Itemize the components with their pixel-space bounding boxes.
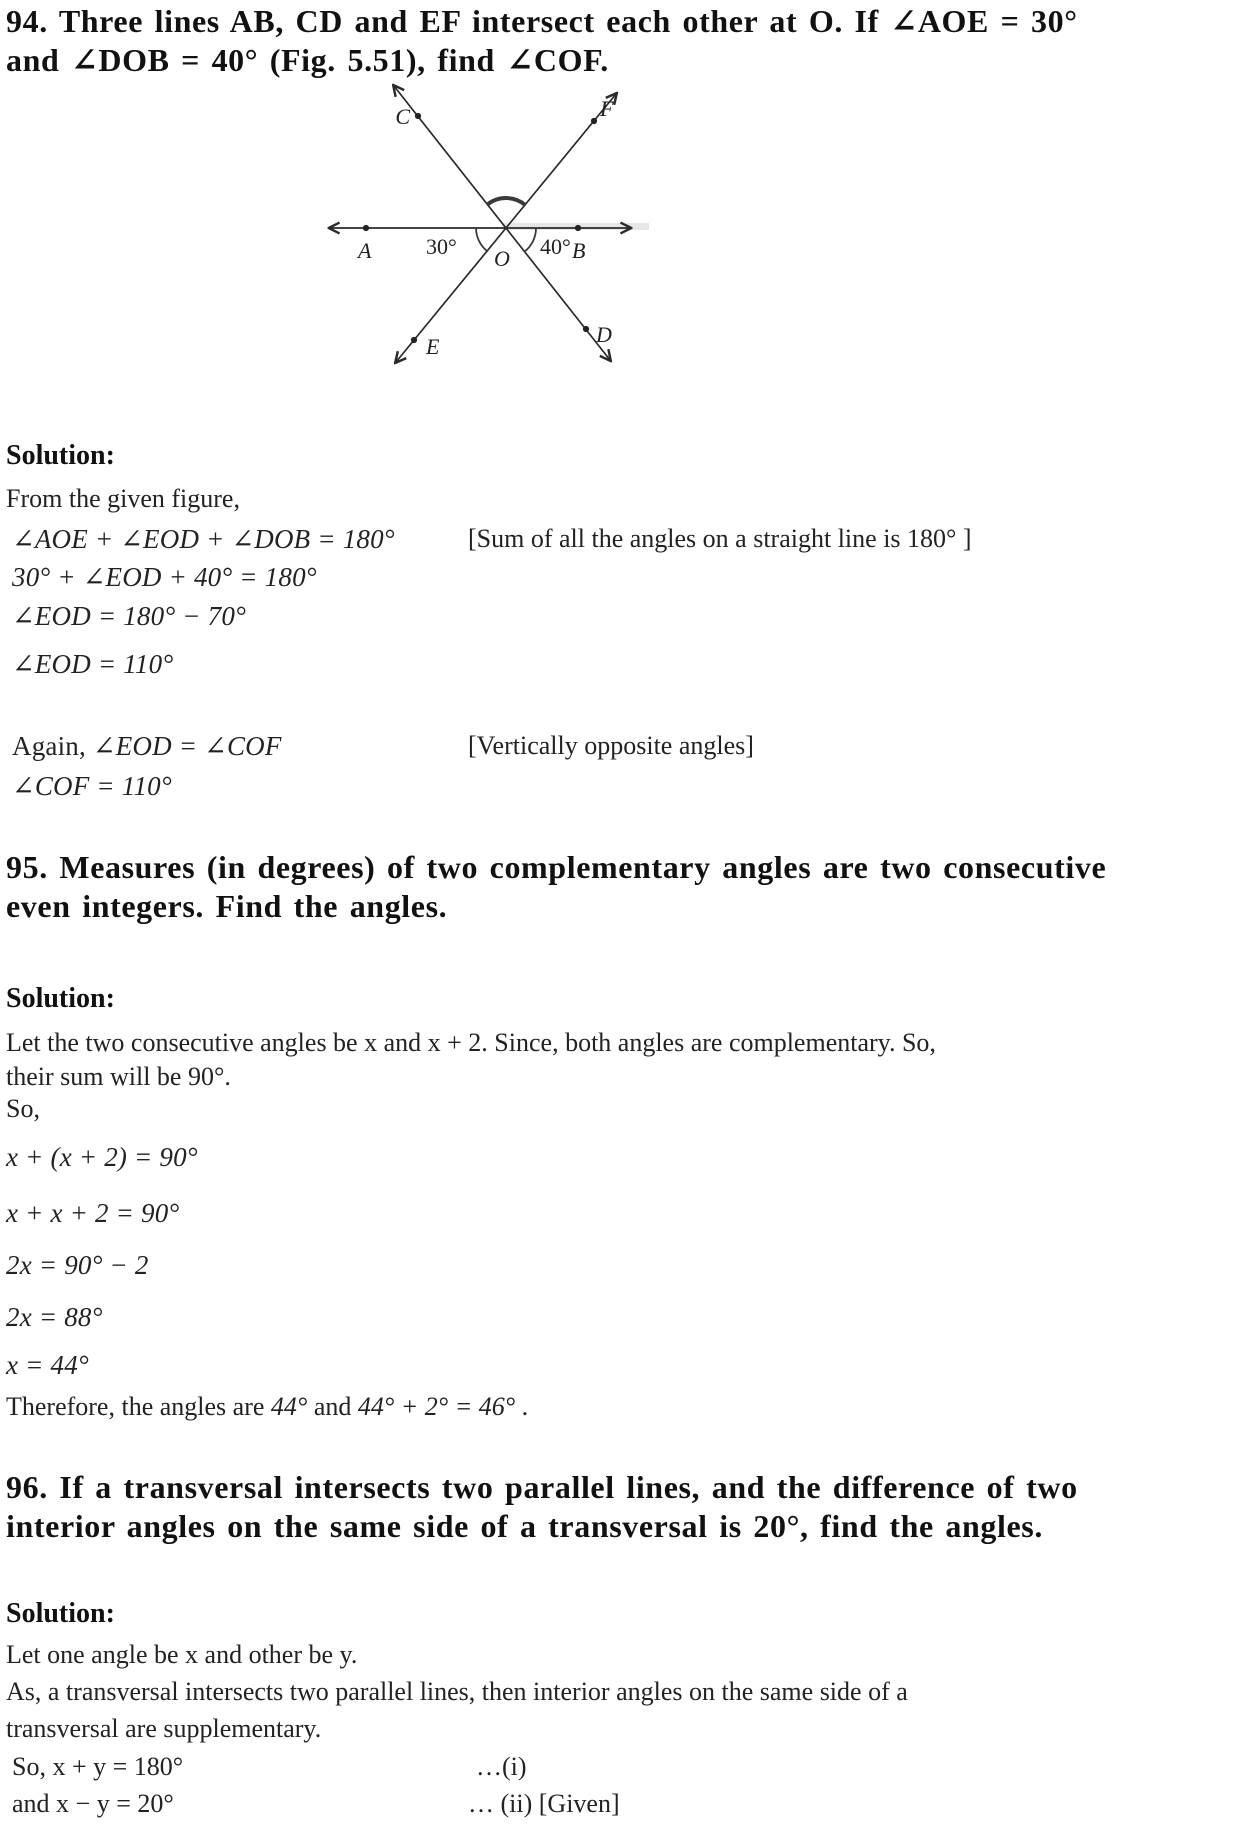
equation-ii-tag: … (ii) [Given] <box>468 1789 620 1818</box>
solution-heading-94: Solution: <box>6 440 115 471</box>
math-expression: ∠COF = 110° <box>12 771 172 801</box>
figure-label-b: B <box>572 238 586 263</box>
math-expression: ∠EOD = 110° <box>12 649 174 679</box>
problem-96-heading-line1: 96. If a transversal intersects two parallel lines, and the difference of two <box>6 1469 1078 1505</box>
figure-label-e: E <box>426 334 440 359</box>
p95-step-1: x + (x + 2) = 90° <box>6 1142 198 1172</box>
solution-heading-96: Solution: <box>6 1598 115 1629</box>
problem-95-heading <box>6 848 1106 926</box>
problem-95-heading-line2: even integers. Find the angles. <box>6 888 448 924</box>
angle-label-40: 40° <box>540 234 571 259</box>
figure-label-c: C <box>395 104 410 129</box>
point-dot-e <box>411 337 417 343</box>
problem-94-heading <box>6 2 1078 80</box>
arc-angle-aoe <box>476 228 487 251</box>
figure-label-a: A <box>358 238 372 263</box>
p95-body-line2: their sum will be 90°. <box>6 1062 231 1091</box>
problem-96-heading-line2: interior angles on the same side of a transversal is 20°, find the angles. <box>6 1508 1043 1544</box>
p94-intro: From the given figure, <box>6 484 240 513</box>
p95-step-2: x + x + 2 = 90° <box>6 1198 180 1228</box>
math-line <box>12 524 395 555</box>
p95-step-4: 2x = 88° <box>6 1302 103 1332</box>
math-expression: ∠EOD = ∠COF <box>92 731 282 761</box>
p96-body-line3: transversal are supplementary. <box>6 1714 322 1743</box>
conclusion-value-2: 44° + 2° = 46° <box>357 1392 516 1421</box>
step-note: [Sum of all the angles on a straight line is 180° ] <box>468 524 972 553</box>
point-dot-f <box>591 118 597 124</box>
equation-i: So, x + y = 180° <box>12 1752 184 1781</box>
math-line <box>12 562 317 593</box>
problem-94-heading-line2: and ∠DOB = 40° (Fig. 5.51), find ∠COF. <box>6 42 609 78</box>
equation-ii: and x − y = 20° <box>12 1789 174 1818</box>
arc-angle-dob <box>525 228 536 252</box>
math-expression: ∠EOD = 180° − 70° <box>12 601 247 631</box>
math-line <box>12 731 282 762</box>
conclusion-and: and <box>307 1392 358 1421</box>
p96-body-line1: Let one angle be x and other be y. <box>6 1640 358 1669</box>
p95-step-3: 2x = 90° − 2 <box>6 1250 149 1280</box>
math-line <box>12 649 173 680</box>
equation-i-tag: …(i) <box>476 1752 527 1781</box>
problem-96-heading <box>6 1468 1078 1546</box>
math-prefix: Again, <box>12 731 93 761</box>
arc-angle-cof <box>487 198 525 205</box>
math-expression: ∠AOE + ∠EOD + ∠DOB = 180° <box>12 524 395 554</box>
p95-body-line3: So, <box>6 1094 40 1123</box>
math-expression: 30° + ∠EOD + 40° = 180° <box>12 562 317 592</box>
problem-94-heading-line1: 94. Three lines AB, CD and EF intersect each other at O. If ∠AOE = 30° <box>6 3 1078 39</box>
conclusion-value-1: 44° <box>270 1392 308 1421</box>
figure-label-o: O <box>494 246 510 271</box>
point-dot-a <box>363 225 369 231</box>
p95-body-line1: Let the two consecutive angles be x and x + 2. Since, both angles are complementary. So, <box>6 1028 936 1057</box>
p95-step-5: x = 44° <box>6 1350 89 1380</box>
figure-label-d: D <box>596 322 612 347</box>
problem-95-heading-line1: 95. Measures (in degrees) of two complementary angles are two consecutive <box>6 849 1107 885</box>
p95-conclusion <box>6 1392 528 1422</box>
p96-body-line2: As, a transversal intersects two parallel lines, then interior angles on the same side of a <box>6 1677 908 1706</box>
conclusion-period: . <box>515 1392 529 1421</box>
step-note: [Vertically opposite angles] <box>468 731 754 760</box>
point-dot-d <box>583 326 589 332</box>
solution-heading-95: Solution: <box>6 983 115 1014</box>
point-dot-c <box>415 113 421 119</box>
angle-label-30: 30° <box>426 234 457 259</box>
point-dot-b <box>575 225 581 231</box>
figure-label-f: F <box>600 96 614 121</box>
figure-5-51 <box>278 82 650 367</box>
math-line <box>12 601 246 632</box>
math-line <box>12 771 172 802</box>
conclusion-text: Therefore, the angles are <box>6 1392 271 1421</box>
